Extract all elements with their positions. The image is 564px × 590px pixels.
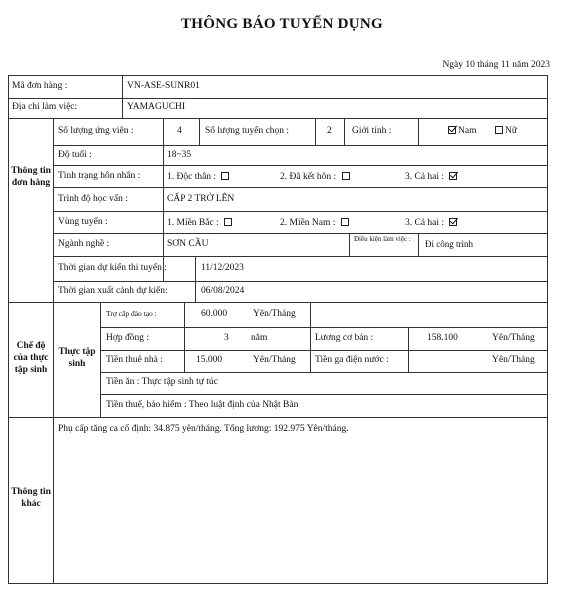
tax-info: Tiền thuế, bảo hiểm : Theo luật định của Nhật Bản	[106, 400, 299, 410]
training-allowance-label: Trợ cấp đào tạo :	[106, 309, 157, 318]
housing-value: 15.000	[196, 355, 223, 365]
marital-option-married-label: 2. Đã kết hôn :	[280, 172, 337, 182]
utilities-unit: Yên/Tháng	[492, 355, 535, 365]
region-option-north-label: 1. Miền Bắc :	[167, 218, 219, 228]
checkbox-south[interactable]	[341, 218, 349, 226]
gender-label: Giới tính :	[352, 126, 392, 136]
training-allowance-value: 60.000	[201, 309, 228, 319]
applicants-value: 4	[177, 126, 182, 136]
work-condition-value: Đi công trình	[425, 239, 473, 249]
education-value: CẤP 2 TRỞ LÊN	[167, 194, 235, 204]
base-salary-label: Lương cơ bản :	[315, 333, 374, 343]
checkbox-marital-both[interactable]	[449, 172, 457, 180]
gender-male-option[interactable]	[448, 126, 476, 137]
order-code-label: Mã đơn hàng :	[12, 81, 68, 91]
region-option-both-label: 3. Cả hai :	[405, 218, 445, 228]
contract-unit: năm	[251, 333, 268, 343]
region-label: Vùng tuyển :	[58, 217, 108, 227]
marital-option-both[interactable]	[405, 172, 457, 183]
section-benefit-label: Chế độ của thực tập sinh	[13, 341, 49, 375]
region-option-both[interactable]	[405, 218, 457, 229]
marital-option-single-label: 1. Độc thân :	[167, 172, 217, 182]
region-option-south[interactable]	[280, 218, 349, 229]
contract-value: 3	[224, 333, 229, 343]
housing-unit: Yên/Tháng	[253, 355, 296, 365]
checkbox-region-both[interactable]	[449, 218, 457, 226]
selected-label: Số lượng tuyển chọn :	[205, 126, 290, 136]
gender-female-option[interactable]	[495, 126, 517, 137]
checkbox-married[interactable]	[342, 172, 350, 180]
housing-label: Tiền thuê nhà :	[106, 355, 163, 365]
order-code-value: VN-ASE-SUNR01	[127, 81, 200, 91]
checkbox-single[interactable]	[221, 172, 229, 180]
contract-label: Hợp đồng :	[106, 333, 150, 343]
marital-option-married[interactable]	[280, 172, 350, 183]
job-label: Ngành nghề :	[58, 239, 110, 249]
selected-value: 2	[327, 126, 332, 136]
base-salary-value: 158.100	[427, 333, 458, 343]
checkbox-female[interactable]	[495, 126, 503, 134]
region-option-south-label: 2. Miền Nam :	[280, 218, 336, 228]
training-allowance-unit: Yên/Tháng	[253, 309, 296, 319]
trainee-label: Thực tập sinh	[58, 347, 96, 369]
work-address-value: YAMAGUCHI	[127, 102, 186, 112]
job-value: SƠN CẦU	[167, 239, 209, 249]
utilities-label: Tiền ga điện nước :	[315, 355, 389, 365]
section-order-label: Thông tin đơn hàng	[11, 166, 51, 188]
gender-female-label: Nữ	[505, 126, 518, 136]
food-info: Tiền ăn : Thực tập sinh tự túc	[106, 377, 218, 387]
depart-date-label: Thời gian xuất cảnh dự kiến:	[58, 286, 168, 296]
age-label: Độ tuổi :	[58, 150, 92, 160]
checkbox-male[interactable]	[448, 126, 456, 134]
checkbox-north[interactable]	[224, 218, 232, 226]
section-other-label: Thông tin khác	[11, 487, 51, 509]
work-condition-label: Điều kiện làm việc :	[354, 235, 411, 243]
marital-option-single[interactable]	[167, 172, 229, 183]
work-address-label: Địa chỉ làm việc:	[12, 102, 78, 112]
base-salary-unit: Yên/Tháng	[492, 333, 535, 343]
gender-male-label: Nam	[458, 126, 477, 136]
marital-option-both-label: 3. Cả hai :	[405, 172, 445, 182]
marital-label: Tình trạng hôn nhân :	[58, 171, 141, 181]
region-option-north[interactable]	[167, 218, 232, 229]
exam-date-label: Thời gian dự kiến thi tuyển :	[58, 263, 167, 273]
age-value: 18~35	[167, 150, 192, 160]
depart-date-value: 06/08/2024	[201, 286, 245, 296]
education-label: Trình độ học vấn :	[58, 194, 128, 204]
applicants-label: Số lượng ứng viên :	[58, 126, 134, 136]
exam-date-value: 11/12/2023	[201, 263, 244, 273]
issue-date: Ngày 10 tháng 11 năm 2023	[442, 60, 550, 70]
document-title: THÔNG BÁO TUYỂN DỤNG	[181, 16, 383, 32]
other-info-text: Phụ cấp tăng ca cố định: 34.875 yên/tháng. Tổng lương: 192.975 Yên/tháng.	[58, 424, 349, 434]
